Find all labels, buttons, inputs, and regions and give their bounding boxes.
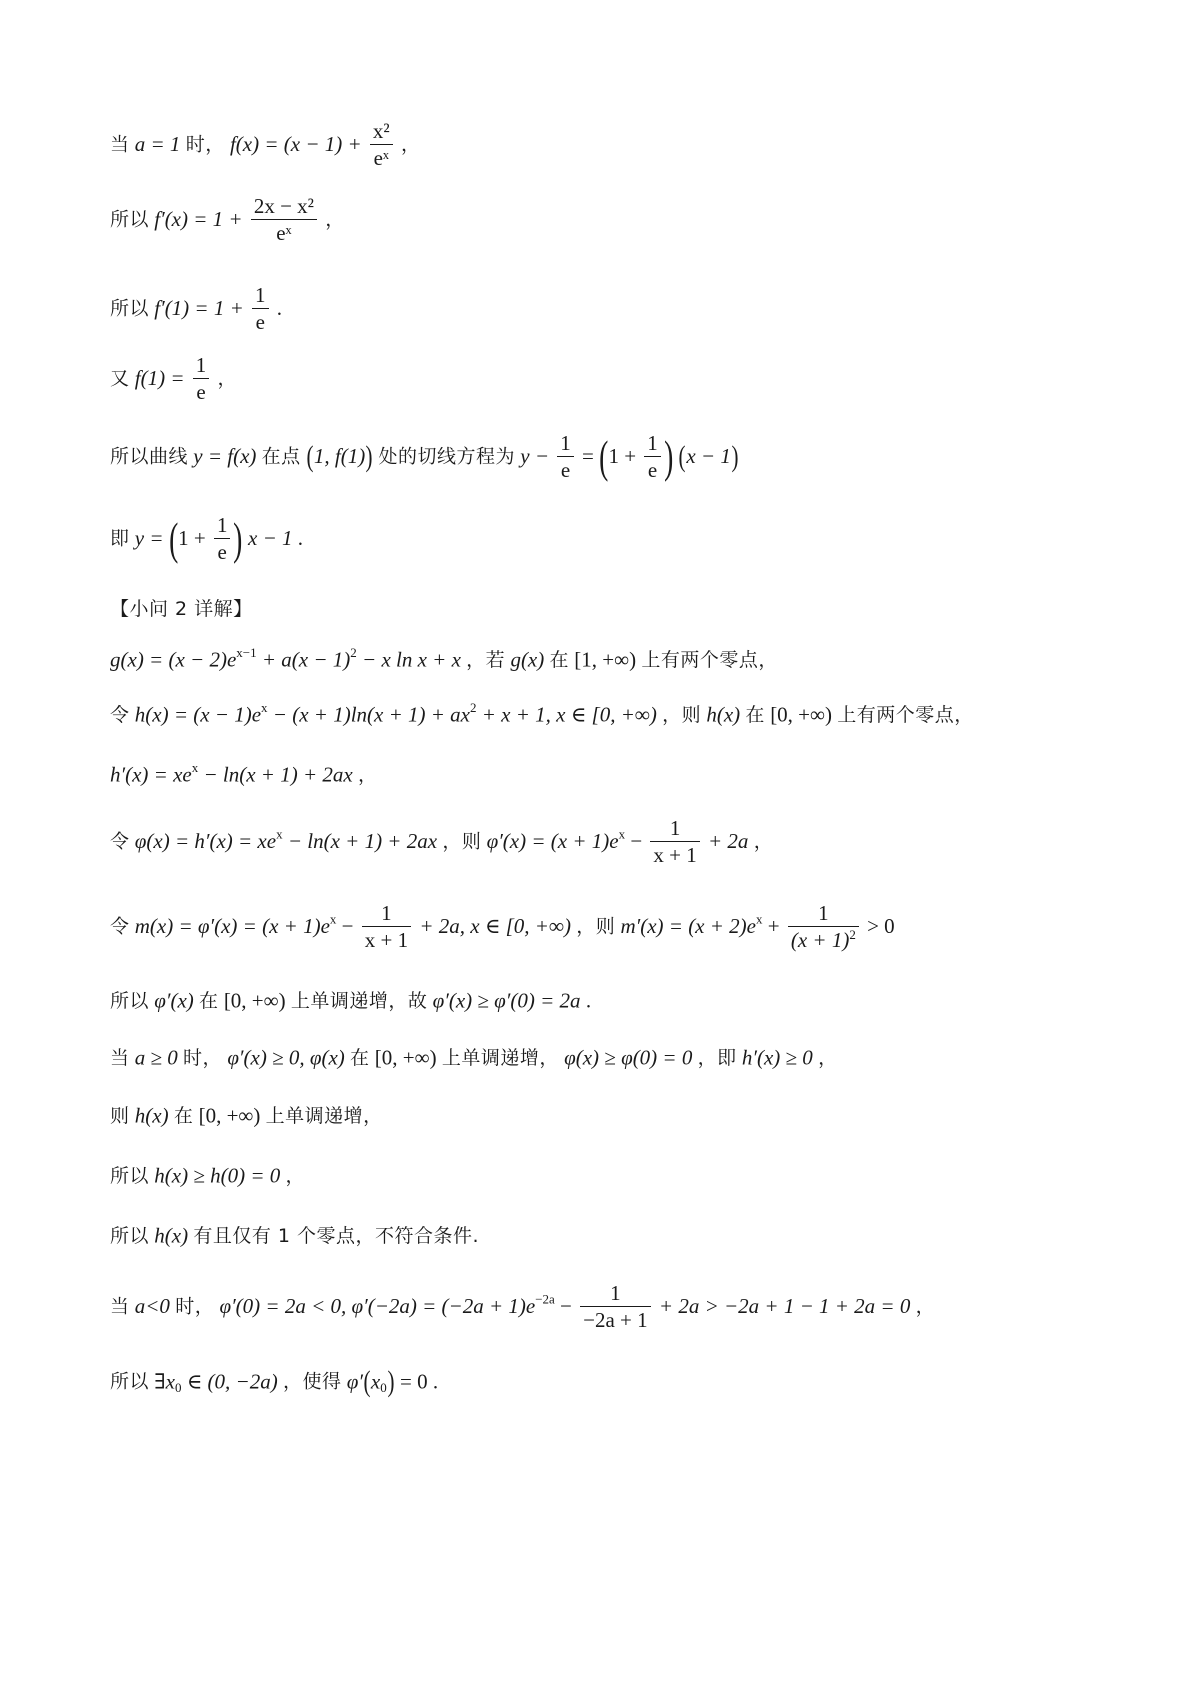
math: m(x) = φ′(x) = (x + 1)e bbox=[134, 914, 330, 939]
text: 在 bbox=[350, 1046, 370, 1069]
math: 1 + bbox=[608, 444, 637, 469]
math: > 0 bbox=[867, 914, 895, 939]
math: x − 1 bbox=[248, 526, 293, 551]
fraction bbox=[580, 1280, 651, 1334]
math: [0, +∞) bbox=[374, 1045, 437, 1070]
text: 处的切线方程为 bbox=[378, 445, 516, 468]
text: 所以 bbox=[110, 208, 150, 231]
fraction bbox=[788, 900, 859, 954]
denominator: e bbox=[647, 458, 658, 483]
math: − bbox=[341, 914, 354, 939]
text: 所以 bbox=[110, 989, 150, 1012]
superscript: −2a bbox=[535, 1291, 555, 1307]
math: f(1) = bbox=[134, 366, 185, 391]
text: 在 bbox=[173, 1104, 194, 1127]
numerator: 1 bbox=[650, 815, 699, 842]
math: − ln(x + 1) + 2ax bbox=[287, 829, 438, 854]
math: = 0 bbox=[400, 1369, 428, 1394]
text: 所以 bbox=[110, 297, 150, 320]
math: − bbox=[630, 829, 643, 854]
math: [0, +∞) bbox=[223, 988, 286, 1013]
math: − ln(x + 1) + 2ax bbox=[203, 762, 353, 787]
text: ，则 bbox=[442, 830, 482, 853]
fraction bbox=[193, 352, 210, 406]
math: φ′ bbox=[346, 1369, 363, 1394]
text: 上单调递增， bbox=[441, 1046, 559, 1069]
text: ， bbox=[818, 1046, 838, 1069]
fraction bbox=[252, 282, 269, 336]
fraction bbox=[362, 900, 411, 954]
numerator: 1 bbox=[644, 430, 661, 457]
line-tangent-simplified: 即 y = (1 + $\frac{1}{e}$ ) x − 1 . bbox=[110, 512, 304, 565]
line-derivative bbox=[110, 193, 345, 247]
denominator: e bbox=[196, 380, 206, 405]
superscript: x bbox=[756, 911, 763, 927]
math: + bbox=[767, 914, 780, 939]
line-f-at-1 bbox=[110, 352, 237, 406]
text: ，使得 bbox=[282, 1370, 342, 1393]
numerator: x² bbox=[370, 118, 393, 145]
text: 令 bbox=[110, 830, 130, 853]
math: h(x) bbox=[134, 1103, 169, 1128]
text: ，若 bbox=[466, 648, 506, 671]
math: f(x) = (x − 1) + bbox=[229, 132, 362, 157]
text: ，则 bbox=[576, 915, 616, 938]
line-h-definition bbox=[110, 701, 974, 728]
text: 令 bbox=[110, 915, 130, 938]
denominator: eˣ bbox=[276, 221, 292, 246]
line-h-lower-bound bbox=[110, 1162, 305, 1189]
math: + 2a bbox=[708, 829, 749, 854]
text: 上单调递增，故 bbox=[290, 989, 428, 1012]
text: 又 bbox=[110, 367, 130, 390]
math: g(x) bbox=[510, 647, 545, 672]
math: [1, +∞) bbox=[574, 647, 637, 672]
math: − (x + 1)ln(x + 1) + ax bbox=[272, 702, 470, 727]
math: x − 1 bbox=[686, 444, 731, 469]
text: 上有两个零点， bbox=[837, 703, 974, 726]
denominator: eˣ bbox=[373, 146, 390, 171]
line-exists-x0: 所以 $\exists x_0$ ∈ (0, −2a) ，使得 $\varphi'(x_0) = 0$ . bbox=[110, 1365, 439, 1398]
text: 上有两个零点， bbox=[641, 648, 778, 671]
text: 在 bbox=[745, 703, 765, 726]
math: a<0 bbox=[134, 1294, 170, 1319]
section-title: 【小问 2 详解】 bbox=[110, 597, 253, 620]
line-derivative-at-1 bbox=[110, 282, 282, 336]
math: (x + 1) bbox=[790, 928, 850, 953]
superscript: 2 bbox=[849, 927, 856, 943]
math: y − bbox=[520, 444, 550, 469]
math: − bbox=[560, 1294, 572, 1319]
line-one-zero bbox=[110, 1222, 479, 1249]
math: = bbox=[582, 444, 594, 469]
numerator: 1 bbox=[557, 430, 574, 457]
line-tangent-equation: 所以曲线 y = f(x) 在点 (1, f(1)) 处的切线方程为 y − $\frac{1}{e}$ = (1 + $\frac{1}{e}$ ) (x − 1) bbox=[110, 430, 739, 483]
text: ， bbox=[357, 763, 378, 786]
text: . bbox=[297, 526, 304, 551]
line-case-a-equals-1 bbox=[110, 118, 420, 172]
text: 当 bbox=[110, 1046, 130, 1069]
text: 时， bbox=[183, 1046, 223, 1069]
line-g-definition bbox=[110, 646, 778, 673]
math: y = bbox=[134, 526, 164, 551]
math: h′(x) ≥ 0 bbox=[741, 1045, 813, 1070]
text: ， bbox=[400, 133, 421, 156]
numerator: 1 bbox=[788, 900, 859, 927]
superscript: x bbox=[276, 826, 283, 842]
denominator: x + 1 bbox=[653, 843, 697, 868]
line-h-derivative bbox=[110, 761, 377, 788]
text: ， bbox=[915, 1295, 936, 1318]
math: φ′(0) = 2a < 0, φ′(−2a) = (−2a + 1)e bbox=[219, 1294, 536, 1319]
denominator: e bbox=[217, 540, 227, 565]
text: ， bbox=[285, 1164, 306, 1187]
math: φ(x) = h′(x) = xe bbox=[134, 829, 277, 854]
denominator: e bbox=[255, 310, 265, 335]
math: x bbox=[370, 1369, 381, 1394]
fraction bbox=[557, 430, 574, 484]
math: + 2a, x ∈ [0, +∞) bbox=[419, 914, 571, 939]
numerator: 1 bbox=[193, 352, 210, 379]
text: ，则 bbox=[662, 703, 702, 726]
fraction bbox=[650, 815, 699, 869]
text: 所以 bbox=[110, 1370, 150, 1393]
superscript: x bbox=[618, 826, 626, 842]
math: 1, f(1) bbox=[313, 444, 366, 469]
superscript: x−1 bbox=[236, 645, 257, 660]
numerator: 1 bbox=[362, 900, 411, 927]
fraction bbox=[644, 430, 661, 484]
text: 上单调递增， bbox=[265, 1104, 383, 1127]
math: h(x) ≥ h(0) = 0 bbox=[154, 1163, 281, 1188]
text: 所以 bbox=[110, 1224, 150, 1247]
numerator: 1 bbox=[252, 282, 269, 309]
math: [0, +∞) bbox=[198, 1103, 261, 1128]
denominator: x + 1 bbox=[364, 928, 409, 953]
math: g(x) = (x − 2)e bbox=[110, 647, 237, 672]
text: 则 bbox=[110, 1104, 130, 1127]
math: + 2a > −2a + 1 − 1 + 2a = 0 bbox=[658, 1294, 911, 1319]
math: φ(x) ≥ φ(0) = 0 bbox=[564, 1045, 693, 1070]
text: . bbox=[276, 296, 283, 321]
superscript: x bbox=[261, 700, 268, 715]
text: ， bbox=[217, 367, 238, 390]
denominator bbox=[788, 927, 859, 953]
text: ， bbox=[753, 830, 774, 853]
math: f′(1) = 1 + bbox=[154, 296, 244, 321]
math: h(x) = (x − 1)e bbox=[134, 702, 262, 727]
line-h-increasing bbox=[110, 1102, 383, 1129]
math: φ′(x) ≥ φ′(0) = 2a bbox=[432, 988, 581, 1013]
text: 时， bbox=[175, 1295, 215, 1318]
text: . bbox=[585, 988, 592, 1013]
superscript: 2 bbox=[350, 645, 357, 660]
superscript: x bbox=[329, 911, 337, 927]
text: 时， bbox=[185, 133, 225, 156]
denominator: e bbox=[560, 458, 571, 483]
numerator: 2x − x² bbox=[251, 193, 317, 220]
subscript: 0 bbox=[380, 1380, 387, 1395]
math: ∃x bbox=[154, 1369, 175, 1394]
math: h(x) bbox=[154, 1223, 189, 1248]
math: h′(x) = xe bbox=[110, 762, 192, 787]
section-heading bbox=[110, 595, 253, 621]
text: 令 bbox=[110, 703, 130, 726]
line-case-a-nonneg bbox=[110, 1044, 838, 1071]
text: 所以曲线 bbox=[110, 445, 189, 468]
math: φ′(x) ≥ 0, φ(x) bbox=[227, 1045, 345, 1070]
fraction bbox=[251, 193, 317, 247]
numerator: 1 bbox=[580, 1280, 651, 1307]
denominator: −2a + 1 bbox=[583, 1308, 648, 1333]
math: + a(x − 1) bbox=[261, 647, 351, 672]
text: 当 bbox=[110, 133, 130, 156]
text: 当 bbox=[110, 1295, 130, 1318]
math: m′(x) = (x + 2)e bbox=[620, 914, 756, 939]
line-m-definition bbox=[110, 900, 895, 954]
text: . bbox=[432, 1369, 439, 1394]
text: ，即 bbox=[697, 1046, 737, 1069]
fraction bbox=[214, 512, 231, 566]
line-phi-definition bbox=[110, 815, 773, 869]
math: φ′(x) = (x + 1)e bbox=[486, 829, 619, 854]
math: a ≥ 0 bbox=[134, 1045, 178, 1070]
math: − x ln x + x bbox=[362, 647, 461, 672]
math: h(x) bbox=[706, 702, 741, 727]
text: 所以 bbox=[110, 1164, 150, 1187]
fraction bbox=[370, 118, 393, 172]
superscript: 2 bbox=[470, 700, 477, 715]
subscript: 0 bbox=[174, 1380, 182, 1395]
line-case-a-negative bbox=[110, 1280, 935, 1334]
text: 即 bbox=[110, 527, 130, 550]
math: a = 1 bbox=[134, 132, 181, 157]
numerator: 1 bbox=[214, 512, 231, 539]
math: φ′(x) bbox=[154, 988, 194, 1013]
math: f′(x) = 1 + bbox=[154, 207, 243, 232]
math: [0, +∞) bbox=[770, 702, 832, 727]
line-monotonic-phi bbox=[110, 987, 591, 1014]
text: 在 bbox=[199, 989, 219, 1012]
math: ∈ (0, −2a) bbox=[186, 1369, 278, 1394]
math: + x + 1, x ∈ [0, +∞) bbox=[481, 702, 657, 727]
math: 1 + bbox=[178, 526, 206, 551]
text: 在 bbox=[549, 648, 570, 671]
text: 有且仅有 1 个零点，不符合条件. bbox=[193, 1224, 480, 1247]
text: 在点 bbox=[261, 445, 301, 468]
text: ， bbox=[325, 208, 345, 231]
superscript: x bbox=[191, 760, 199, 775]
math: y = f(x) bbox=[193, 444, 257, 469]
